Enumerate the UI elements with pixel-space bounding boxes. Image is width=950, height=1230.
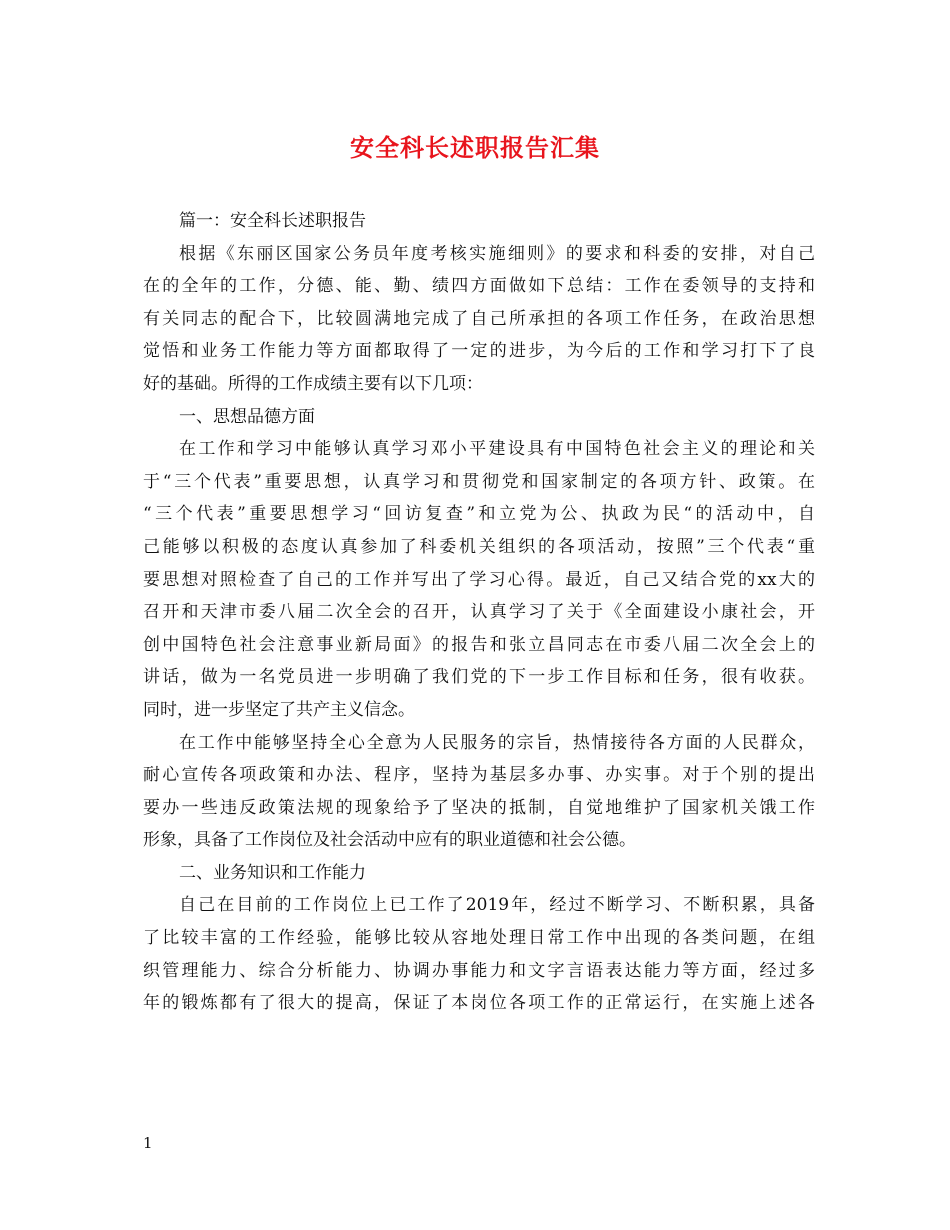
text-line: 觉悟和业务工作能力等方面都取得了一定的进步，为今后的工作和学习打下了良 (143, 341, 815, 362)
text-line: 要办一些违反政策法规的现象给予了坚决的抵制，自觉地维护了国家机关饿工作 (143, 797, 815, 818)
text-line: 己能够以积极的态度认真参加了科委机关组织的各项活动，按照”三个代表“重 (143, 536, 815, 557)
text-line: “三个代表”重要思想学习“回访复查”和立党为公、执政为民“的活动中，自 (143, 504, 815, 525)
text-line: 耐心宣传各项政策和办法、程序，坚持为基层多办事、办实事。对于个别的提出 (143, 765, 815, 786)
text-line: 一、思想品德方面 (179, 406, 315, 427)
text-line: 年的锻炼都有了很大的提高，保证了本岗位各项工作的正常运行，在实施上述各 (143, 993, 815, 1014)
text-line: 要思想对照检查了自己的工作并写出了学习心得。最近，自己又结合党的xx大的 (143, 569, 815, 590)
text-line: 讲话，做为一名党员进一步明确了我们党的下一步工作目标和任务，很有收获。 (143, 667, 815, 688)
text-line: 同时，进一步坚定了共产主义信念。 (143, 699, 415, 720)
text-line: 于“三个代表”重要思想，认真学习和贯彻党和国家制定的各项方针、政策。在 (143, 471, 815, 492)
text-line: 形象，具备了工作岗位及社会活动中应有的职业道德和社会公德。 (143, 830, 636, 851)
document-body (143, 205, 815, 1020)
text-line: 二、业务知识和工作能力 (179, 862, 366, 883)
text-line: 在工作中能够坚持全心全意为人民服务的宗旨，热情接待各方面的人民群众， (179, 732, 815, 753)
text-line: 织管理能力、综合分析能力、协调办事能力和文字言语表达能力等方面，经过多 (143, 960, 815, 981)
document-title: 安全科长述职报告汇集 (350, 133, 600, 162)
text-line: 在工作和学习中能够认真学习邓小平建设具有中国特色社会主义的理论和关 (179, 439, 815, 460)
text-line: 自己在目前的工作岗位上已工作了2019年，经过不断学习、不断积累，具备 (179, 895, 815, 916)
text-line: 有关同志的配合下，比较圆满地完成了自己所承担的各项工作任务，在政治思想 (143, 308, 815, 329)
text-line: 篇一：安全科长述职报告 (179, 211, 366, 231)
text-line: 好的基础。所得的工作成绩主要有以下几项： (143, 373, 483, 394)
page-number: 1 (143, 1134, 153, 1152)
text-line: 创中国特色社会注意事业新局面》的报告和张立昌同志在市委八届二次全会上的 (143, 634, 815, 655)
text-line: 在的全年的工作，分德、能、勤、绩四方面做如下总结：工作在委领导的支持和 (143, 276, 815, 297)
text-line: 根据《东丽区国家公务员年度考核实施细则》的要求和科委的安排，对自己 (179, 243, 815, 264)
text-line: 了比较丰富的工作经验，能够比较从容地处理日常工作中出现的各类问题，在组 (143, 928, 815, 949)
text-line: 召开和天津市委八届二次全会的召开，认真学习了关于《全面建设小康社会，开 (143, 602, 815, 623)
